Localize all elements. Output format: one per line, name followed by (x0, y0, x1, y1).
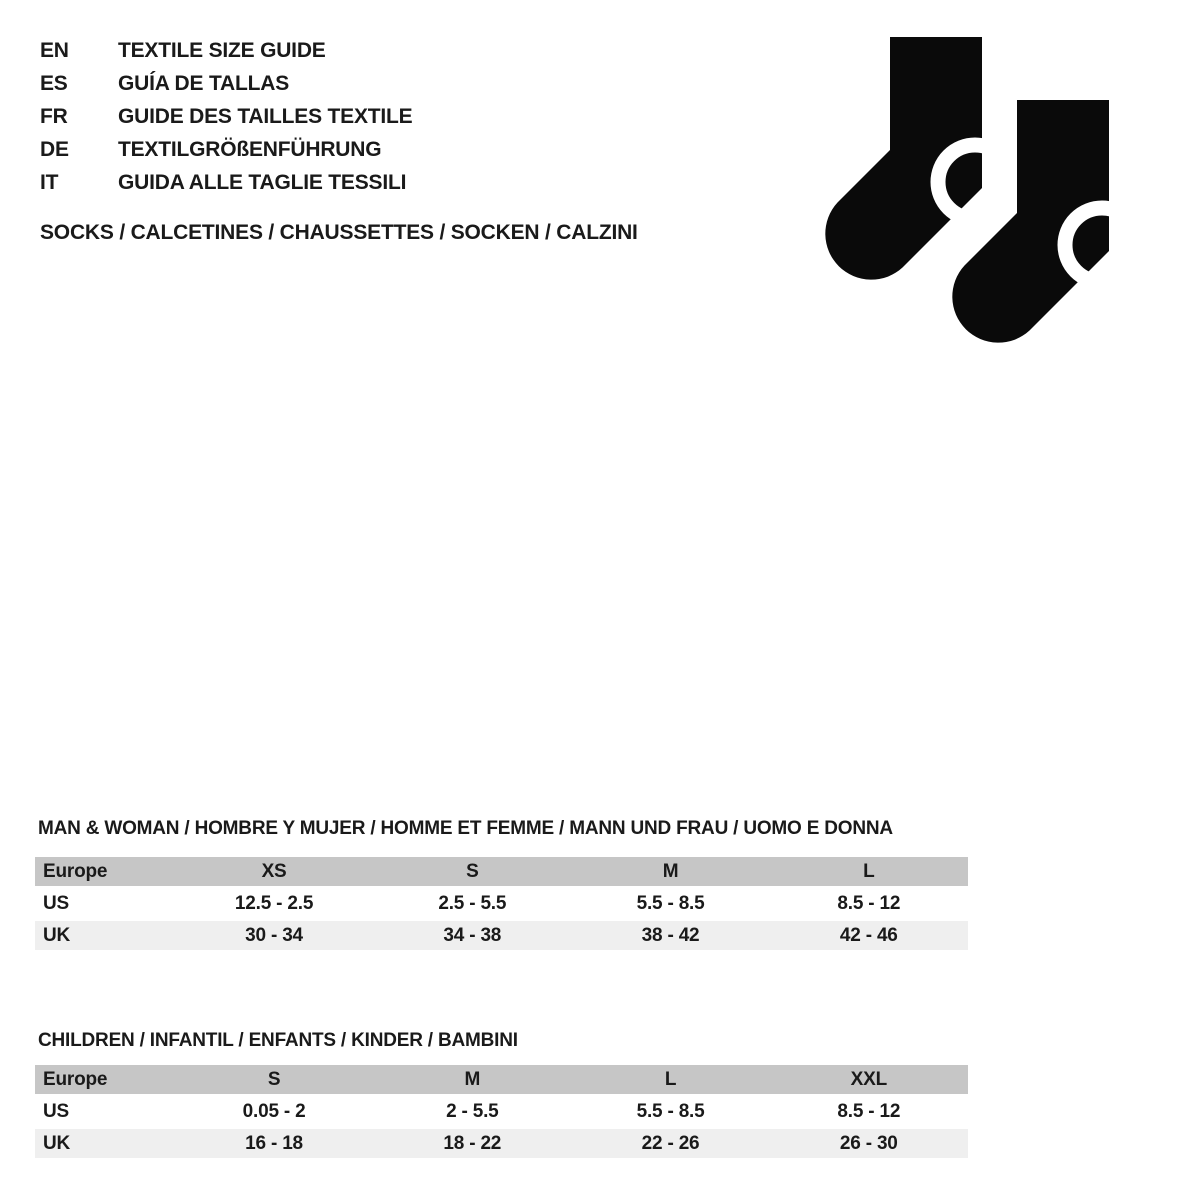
row-label: UK (43, 1132, 71, 1154)
header-cell-size: M (662, 860, 679, 882)
language-row-de (40, 133, 412, 166)
language-row-fr (40, 100, 412, 133)
language-title: GUIDE DES TAILLES TEXTILE (118, 104, 413, 128)
header-cell-size: L (664, 1068, 677, 1090)
header-cell-size: XS (261, 860, 287, 882)
size-value: 8.5 - 12 (837, 1100, 901, 1122)
language-code: IT (40, 170, 59, 194)
size-value: 34 - 38 (443, 924, 502, 946)
size-value: 26 - 30 (839, 1132, 898, 1154)
language-title: GUIDA ALLE TAGLIE TESSILI (118, 170, 407, 194)
language-title: TEXTILE SIZE GUIDE (118, 38, 326, 62)
size-value: 5.5 - 8.5 (636, 1100, 705, 1122)
header-cell-size: XXL (850, 1068, 887, 1090)
row-label: UK (43, 924, 71, 946)
language-code: EN (40, 38, 69, 62)
table-header-row (35, 1065, 968, 1094)
header-cell-region: Europe (43, 860, 108, 882)
size-value: 5.5 - 8.5 (636, 892, 705, 914)
language-code: ES (40, 71, 68, 95)
table-row-us (35, 889, 968, 918)
language-list (40, 34, 412, 199)
header-cell-region: Europe (43, 1068, 108, 1090)
header-cell-size: M (464, 1068, 481, 1090)
sock-left (825, 37, 1012, 280)
size-value: 16 - 18 (245, 1132, 303, 1154)
table-row-uk (35, 921, 968, 950)
header-cell-size: S (466, 860, 479, 882)
header-cell-size: S (267, 1068, 281, 1090)
table-title-man-woman: MAN & WOMAN / HOMBRE Y MUJER / HOMME ET FEMME / MANN UND FRAU / UOMO E DONNA (38, 818, 893, 839)
size-value: 8.5 - 12 (837, 892, 901, 914)
size-value: 42 - 46 (839, 924, 898, 946)
language-row-it (40, 166, 412, 199)
table-title-children: CHILDREN / INFANTIL / ENFANTS / KINDER / BAMBINI (38, 1030, 518, 1051)
size-value: 0.05 - 2 (242, 1100, 306, 1122)
category-line: SOCKS / CALCETINES / CHAUSSETTES / SOCKEN / CALZINI (40, 221, 638, 244)
table-header-row (35, 857, 968, 886)
language-title: GUÍA DE TALLAS (118, 71, 290, 95)
table-row-us (35, 1097, 968, 1126)
size-value: 2.5 - 5.5 (438, 892, 507, 914)
language-title: TEXTILGRÖßENFÜHRUNG (118, 137, 382, 161)
size-value: 18 - 22 (443, 1132, 502, 1154)
language-row-en (40, 34, 412, 67)
row-label: US (43, 892, 69, 914)
size-value: 38 - 42 (641, 924, 700, 946)
language-row-es (40, 67, 412, 100)
size-value: 22 - 26 (641, 1132, 700, 1154)
size-value: 2 - 5.5 (446, 1100, 499, 1122)
size-value: 12.5 - 2.5 (234, 892, 314, 914)
socks-icon (810, 25, 1110, 345)
size-value: 30 - 34 (245, 924, 303, 946)
language-code: FR (40, 104, 68, 128)
row-label: US (43, 1100, 69, 1122)
size-table-children (35, 1065, 968, 1161)
table-row-uk (35, 1129, 968, 1158)
language-code: DE (40, 137, 69, 161)
size-table-man-woman (35, 857, 968, 953)
header-cell-size: L (863, 860, 875, 882)
